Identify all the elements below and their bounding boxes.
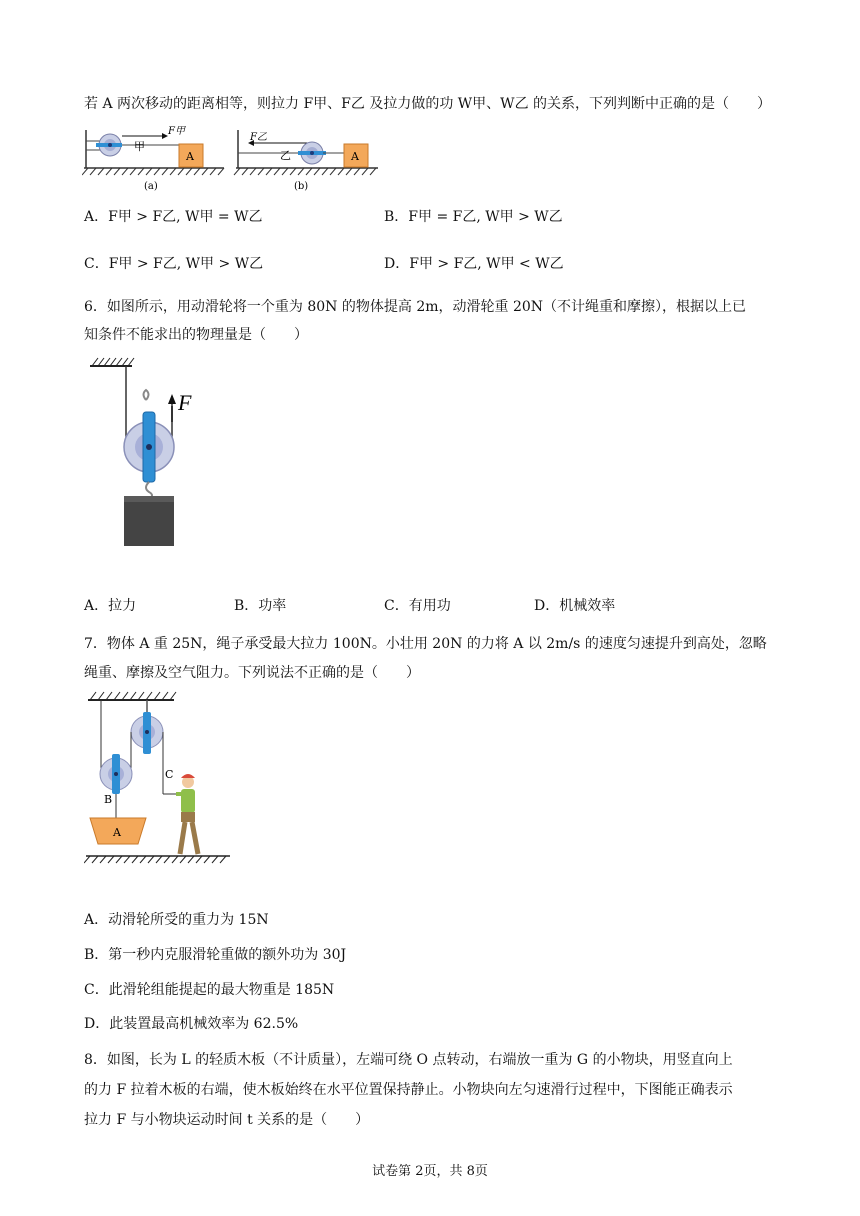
- q6-option-a[interactable]: A．拉力: [84, 598, 137, 614]
- q8-stem-line1: 8．如图，长为 L 的轻质木板（不计质量），左端可绕 O 点转动，右端放一重为 G 的小物块，用竖直向上: [84, 1052, 733, 1068]
- q7-option-d[interactable]: D．此装置最高机械效率为 62.5%: [84, 1016, 299, 1032]
- q6-force-label: F: [178, 390, 192, 415]
- q5b-force-label: F乙: [250, 132, 267, 143]
- q5-option-b[interactable]: B．F甲 = F乙, W甲 > W乙: [384, 209, 563, 225]
- q8-stem-line2: 的力 F 拉着木板的右端，使木板始终在水平位置保持静止。小物块向左匀速滑行过程中，下图能正确表示: [84, 1082, 733, 1098]
- q7-figure: [84, 690, 234, 870]
- q5a-force-label: F甲: [168, 126, 185, 137]
- q5a-label: 甲: [134, 140, 145, 153]
- q5-option-a[interactable]: A．F甲 > F乙, W甲 = W乙: [84, 209, 263, 225]
- q6-stem-line2: 知条件不能求出的物理量是（ ）: [84, 327, 308, 343]
- q5a-caption: (a): [144, 181, 158, 192]
- q7-option-a[interactable]: A．动滑轮所受的重力为 15N: [84, 912, 269, 928]
- q5b-block: A: [351, 150, 359, 163]
- q5-option-c[interactable]: C．F甲 > F乙, W甲 > W乙: [84, 256, 264, 272]
- q5b-caption: (b): [294, 181, 309, 192]
- q6-option-d[interactable]: D．机械效率: [534, 598, 616, 614]
- q7-stem-line2: 绳重、摩擦及空气阻力。下列说法不正确的是（ ）: [84, 665, 420, 681]
- q5b-label: 乙: [280, 149, 291, 162]
- q6-figure: [86, 356, 206, 552]
- q7-label-a: A: [113, 826, 121, 839]
- q7-label-c: C: [165, 768, 174, 781]
- q6-option-c[interactable]: C．有用功: [384, 598, 451, 614]
- q8-stem-line3: 拉力 F 与小物块运动时间 t 关系的是（ ）: [84, 1112, 370, 1128]
- q6-option-b[interactable]: B．功率: [234, 598, 287, 614]
- q7-option-c[interactable]: C．此滑轮组能提起的最大物重是 185N: [84, 982, 335, 998]
- q7-stem-line1: 7．物体 A 重 25N，绳子承受最大拉力 100N。小壮用 20N 的力将 A 以 2m/s 的速度匀速提升到高处，忽略: [84, 636, 767, 652]
- q7-option-b[interactable]: B．第一秒内克服滑轮重做的额外功为 30J: [84, 947, 347, 963]
- q5-option-d[interactable]: D．F甲 > F乙, W甲 < W乙: [384, 256, 564, 272]
- page-footer: 试卷第 2页，共 8页: [372, 1164, 488, 1179]
- q5-figure: [82, 126, 382, 194]
- q5a-block: A: [186, 150, 194, 163]
- q5-stem: 若 A 两次移动的距离相等，则拉力 F甲、F乙 及拉力做的功 W甲、W乙 的关系，下列判断中正确的是（ ）: [84, 96, 772, 112]
- q6-stem-line1: 6．如图所示，用动滑轮将一个重为 80N 的物体提高 2m，动滑轮重 20N（不计绳重和摩擦），根据以上已: [84, 299, 747, 315]
- q7-label-b: B: [104, 793, 113, 806]
